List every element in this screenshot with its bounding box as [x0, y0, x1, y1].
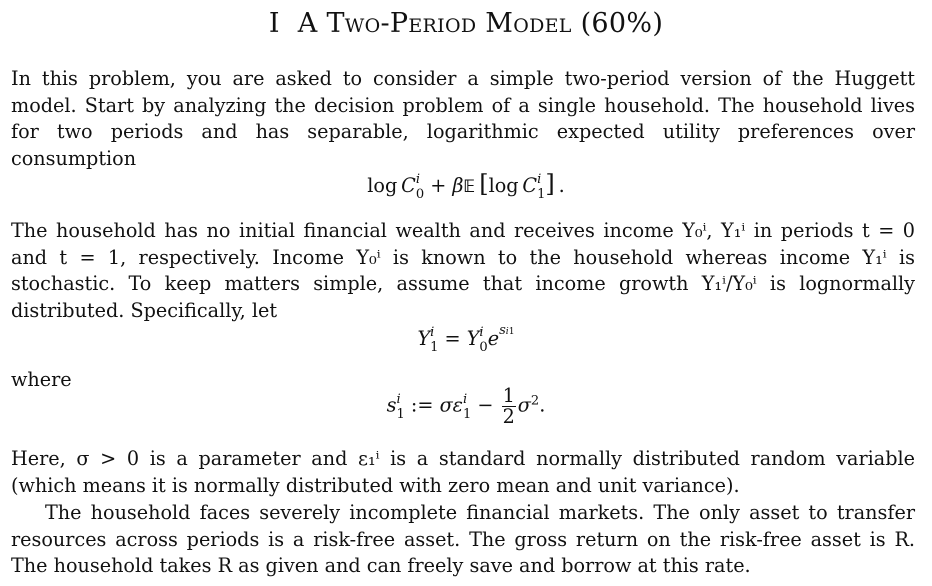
section-heading [0, 8, 932, 39]
paragraph-parameters: Here, σ > 0 is a parameter and ε₁ⁱ is a standard normally distributed random variable (which means it is normally distributed with zero mean and unit variance). [11, 447, 915, 497]
equation-income-growth: Y i 1 = Y i 0 $e^{si1}$ [417, 322, 515, 356]
equation-shock: s i 1 := σε i 1 − $\frac{1}{2}$ $\sigma^2$. [386, 384, 546, 429]
equation-utility: log C i 0 + β𝔼 [log C i 1 ] . [367, 170, 565, 202]
paragraph-markets: The household faces severely incomplete financial markets. The only asset to transfer resources across periods is a risk-free asset. The gross return on the risk-free asset is R. The household takes R as given and can freely save and borrow at this rate. [11, 501, 915, 578]
paragraph-income: The household has no initial financial wealth and receives income Y₀ⁱ, Y₁ⁱ in periods t = 0 and t = 1, respectively. Income Y₀ⁱ is known to the household whereas income Y₁ⁱ is stochastic. To keep matters simple, assume that income growth Y₁ⁱ/Y₀ⁱ is lognormally distributed. Specifically, let [11, 219, 915, 323]
paragraph-intro: In this problem, you are asked to consider a simple two-period version of the Huggett model. Start by analyzing the decision problem of a single household. The household lives for two periods and has separable, logarithmic expected utility preferences over consumption [11, 67, 915, 171]
section-title: A Two-Period Model (60%) [297, 8, 664, 39]
section-number: I [268, 8, 280, 39]
paragraph-where: where [11, 368, 72, 391]
